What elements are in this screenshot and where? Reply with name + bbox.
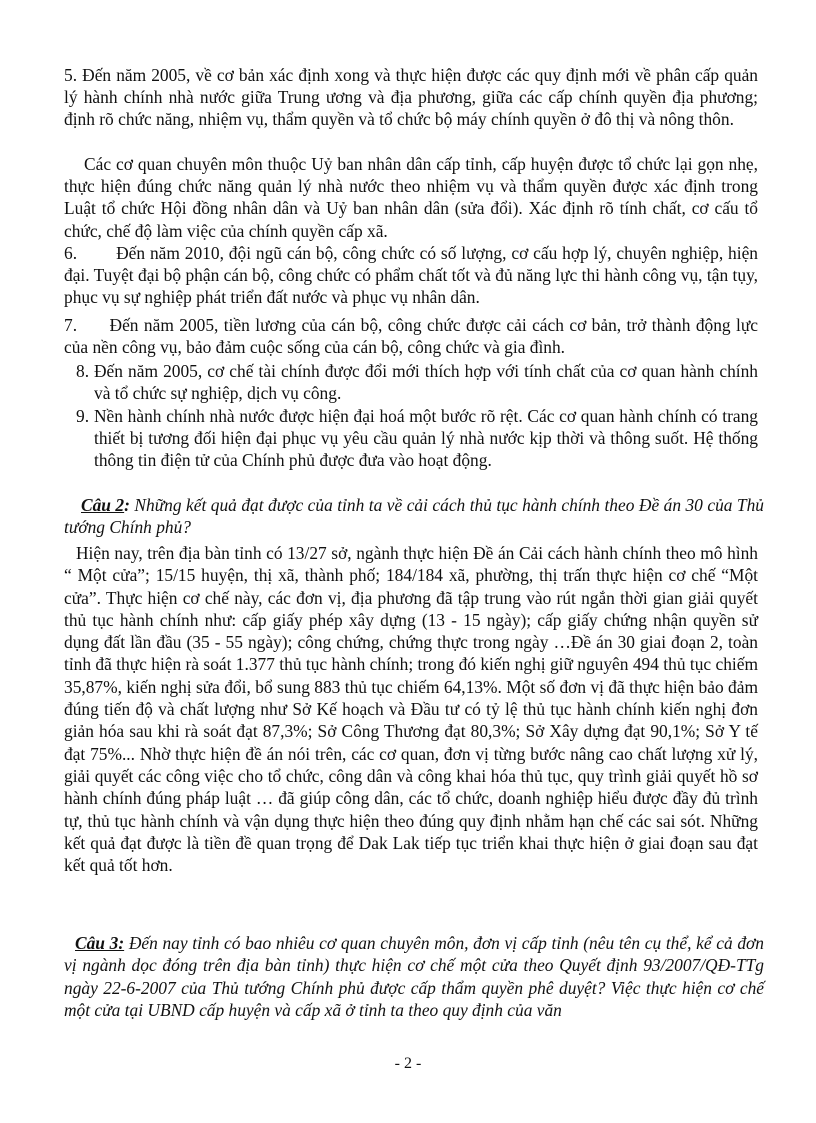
- question-text: Đến nay tỉnh có bao nhiêu cơ quan chuyên môn, đơn vị cấp tỉnh (nêu tên cụ thể, kể cả đơn vị ngành dọc đóng trên địa bàn tỉnh) thực hiện cơ chế một cửa theo Quyết định 93/2007/QĐ-TTg ngày 22-6-2007 của Thủ tướng Chính phủ được cấp thẩm quyền phê duyệt? Việc thực hiện cơ chế một cửa tại UBND cấp huyện và cấp xã ở tỉnh ta theo quy định của văn: [64, 933, 764, 1021]
- item-text: Đến năm 2010, đội ngũ cán bộ, công chức có số lượng, cơ cấu hợp lý, chuyên nghiệp, hiện đại. Tuyệt đại bộ phận cán bộ, công chức có phẩm chất tốt và đủ năng lực thi hành công vụ, tận tụy, phục vụ sự nghiệp phát triển đất nước và phục vụ nhân dân.: [64, 243, 758, 308]
- list-item-5: [64, 64, 758, 131]
- item-number: 5.: [64, 65, 78, 85]
- item-text: Đến năm 2005, về cơ bản xác định xong và thực hiện được các quy định mới về phân cấp quản lý hành chính nhà nước giữa Trung ương và địa phương, giữa các cấp chính quyền địa phương; định rõ chức năng, nhiệm vụ, thẩm quyền và tổ chức bộ máy chính quyền ở đô thị và nông thôn.: [64, 65, 758, 130]
- item-number: 7.: [64, 315, 78, 335]
- question-3: [64, 932, 764, 1022]
- paragraph-text: Các cơ quan chuyên môn thuộc Uỷ ban nhân dân cấp tỉnh, cấp huyện được tổ chức lại gọn nhẹ, thực hiện đúng chức năng quản lý nhà nước theo nhiệm vụ và thẩm quyền được xác định trong Luật tổ chức Hội đồng nhân dân và Uỷ ban nhân dân (sửa đổi). Xác định rõ tính chất, cơ cấu tổ chức, chế độ làm việc của chính quyền cấp xã.: [64, 154, 758, 241]
- list-item-7: [64, 314, 758, 358]
- item-number: 6.: [64, 243, 78, 263]
- question-label: Câu 2: [81, 495, 125, 515]
- list-item-8: [64, 360, 758, 406]
- answer-text: Hiện nay, trên địa bàn tỉnh có 13/27 sở, ngành thực hiện Đề án Cải cách hành chính theo mô hình “ Một cửa”; 15/15 huyện, thị xã, thành phố; 184/184 xã, phường, thị trấn thực hiện cơ chế “Một cửa”. Thực hiện cơ chế này, các đơn vị, địa phương đã tập trung vào rút ngắn thời gian giải quyết thủ tục hành chính như: cấp giấy phép xây dựng (13 - 15 ngày); cấp giấy chứng nhận quyền sử dụng đất lần đầu (35 - 55 ngày); công chứng, chứng thực trong ngày …Đề án 30 giai đoạn 2, toàn tỉnh đã thực hiện rà soát 1.377 thủ tục hành chính; trong đó kiến nghị giữ nguyên 494 thủ tục chiếm 35,87%, kiến nghị sửa đổi, bổ sung 883 thủ tục chiếm 64,13%. Một số đơn vị đã thực hiện bảo đảm đúng tiến độ và chất lượng như Sở Kế hoạch và Đầu tư có tỷ lệ thủ tục hành chính kiến nghị đơn giản hóa sau khi rà soát đạt 87,3%; Sở Công Thương đạt 80,3%; Sở Xây dựng đạt 90,1%; Sở Y tế đạt 75%... Nhờ thực hiện đề án nói trên, các cơ quan, đơn vị từng bước nâng cao chất lượng xử lý, giải quyết các công việc cho tổ chức, công dân và công khai hóa thủ tục, quy trình giải quyết hồ sơ hành chính đúng pháp luật … đã giúp công dân, các tổ chức, doanh nghiệp hiểu được đầy đủ trình tự, thủ tục hành chính và vận dụng thực hiện theo đúng quy định nhằm hạn chế các sai sót. Những kết quả đạt được là tiền đề quan trọng để Dak Lak tiếp tục triển khai thực hiện ở giai đoạn sau đạt kết quả tốt hơn.: [64, 543, 758, 876]
- item-text: Nền hành chính nhà nước được hiện đại hoá một bước rõ rệt. Các cơ quan hành chính có trang thiết bị tương đối hiện đại phục vụ yêu cầu quản lý nhà nước kịp thời và thông suốt. Hệ thống thông tin điện tử của Chính phủ được đưa vào hoạt động.: [94, 406, 758, 471]
- paragraph-agencies: [64, 153, 758, 242]
- question-2: [64, 494, 764, 538]
- list-item-6: [64, 242, 758, 309]
- question-label: Câu 3:: [75, 933, 125, 953]
- item-text: Đến năm 2005, cơ chế tài chính được đổi mới thích hợp với tính chất của cơ quan hành chính và tổ chức sự nghiệp, dịch vụ công.: [94, 361, 758, 404]
- question-colon: :: [124, 495, 130, 515]
- list-item-9: [64, 405, 758, 473]
- page-number: - 2 -: [394, 1055, 422, 1072]
- answer-2: [64, 542, 758, 876]
- item-number: 8.: [76, 361, 90, 381]
- question-text: Những kết quả đạt được của tỉnh ta về cải cách thủ tục hành chính theo Đề án 30 của Thủ tướng Chính phủ?: [64, 495, 764, 538]
- item-text: Đến năm 2005, tiền lương của cán bộ, công chức được cải cách cơ bản, trở thành động lực của nền công vụ, bảo đảm cuộc sống của cán bộ, công chức và gia đình.: [64, 315, 758, 358]
- item-number: 9.: [76, 406, 90, 426]
